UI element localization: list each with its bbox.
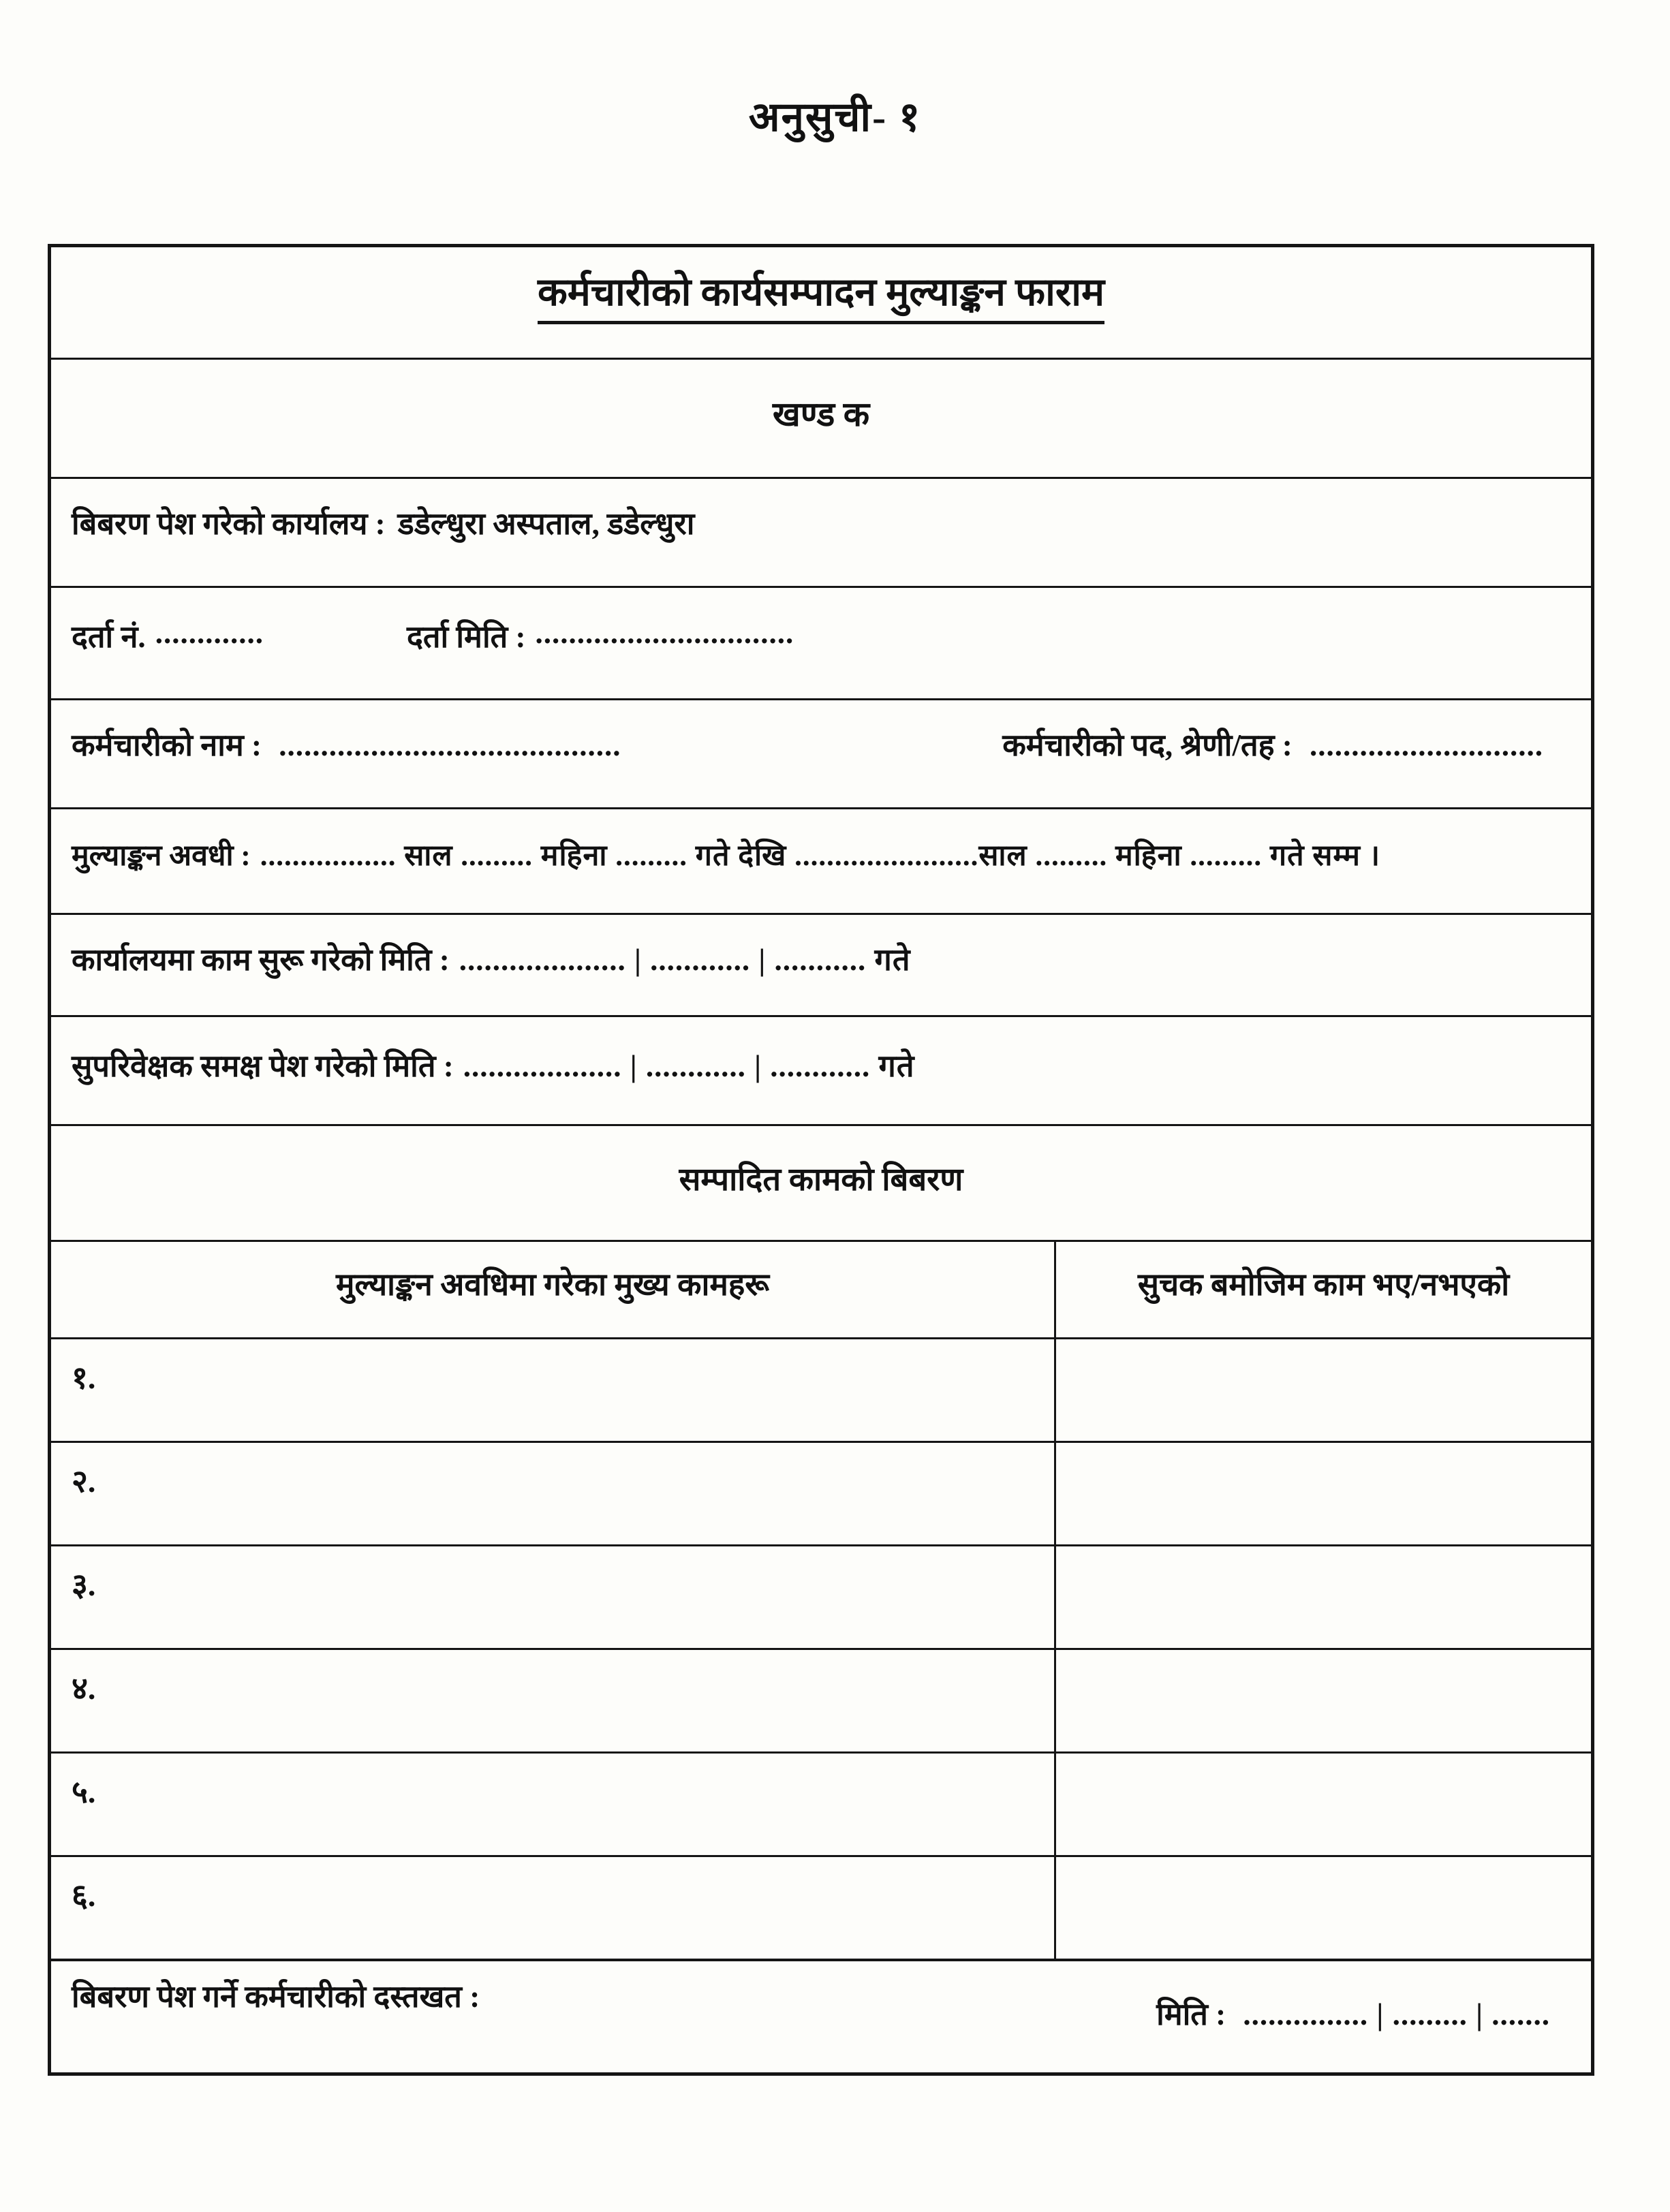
work-item-cell [51,1650,1056,1751]
work-table-main-header: मुल्याङ्कन अवधिमा गरेका मुख्य कामहरू [335,1267,770,1302]
employee-post-label: कर्मचारीको पद, श्रेणी/तह : [1002,728,1293,762]
employee-name-label: कर्मचारीको नाम : [72,728,262,762]
table-row [51,1648,1591,1751]
employee-post-field: ............................ [1310,728,1543,762]
indicator-cell [1056,1443,1591,1544]
employee-post-group [1002,723,1543,765]
row-number: ४. [72,1671,96,1706]
supervisor-submit-date-row [51,1015,1591,1124]
annex-title: अनुसुची- १ [748,95,922,140]
work-start-date-field: .................... | ............ | ........... गते [459,943,911,977]
registration-number-field: ............. [155,616,264,650]
signature-date-field: ............... | ......... | ....... [1243,1997,1550,2031]
work-item-cell [51,1754,1056,1855]
work-item-cell [51,1443,1056,1544]
evaluation-period-field: ................. साल ......... महिना ......... गते देखि .......................साल ......... महिना ......... गते सम्म । [260,840,1381,872]
registration-date-label: दर्ता मिति : [406,620,526,654]
supervisor-submit-date-label: सुपरिवेक्षक समक्ष पेश गरेको मिति : [72,1049,454,1083]
work-start-date-row [51,913,1591,1015]
table-row [51,1855,1591,1959]
work-table-indicator-header-cell [1056,1242,1591,1337]
row-number: २. [72,1464,96,1499]
employee-name-group [72,723,621,765]
supervisor-submit-date-field: ................... | ............ | ............ गते [463,1049,915,1083]
table-row [51,1441,1591,1544]
section-heading-row [51,358,1591,477]
row-number: १. [72,1360,96,1395]
section-heading: खण्ड क [772,395,870,433]
registration-number-label: दर्ता नं. [72,620,146,654]
work-start-date-label: कार्यालयमा काम सुरू गरेको मिति : [72,943,450,977]
office-row [51,477,1591,586]
registration-date-field: ............................... [535,616,794,650]
office-label: बिबरण पेश गरेको कार्यालय : [72,507,386,541]
work-table-indicator-header: सुचक बमोजिम काम भए/नभएको [1137,1267,1510,1302]
registration-row [51,586,1591,698]
row-number: ५. [72,1775,96,1809]
indicator-cell [1056,1339,1591,1441]
evaluation-period-label: मुल्याङ्कन अवधी : [72,840,251,872]
row-number: ६. [72,1878,96,1913]
table-row [51,1751,1591,1855]
evaluation-period-row [51,807,1591,913]
indicator-cell [1056,1754,1591,1855]
office-value: डडेल्धुरा अस्पताल, डडेल्धुरा [397,507,695,541]
signature-row [51,1959,1591,2072]
work-section-heading: सम्पादित कामको बिबरण [679,1162,963,1198]
signature-date-label: मिति : [1156,1997,1226,2031]
table-row [51,1544,1591,1648]
indicator-cell [1056,1650,1591,1751]
work-item-cell [51,1546,1056,1648]
table-row [51,1337,1591,1441]
form-box [48,244,1594,2076]
work-table-header [51,1240,1591,1337]
row-number: ३. [72,1568,96,1602]
indicator-cell [1056,1857,1591,1959]
employee-name-field: ......................................... [279,728,621,762]
work-table-main-header-cell [51,1242,1056,1337]
work-item-cell [51,1339,1056,1441]
signature-label: बिबरण पेश गर्ने कर्मचारीको दस्तखत : [72,1980,480,2014]
indicator-cell [1056,1546,1591,1648]
employee-row [51,698,1591,807]
signature-date-group [1156,1993,1550,2072]
form-title-row [51,247,1591,358]
work-item-cell [51,1857,1056,1959]
work-section-heading-row [51,1124,1591,1240]
form-title: कर्मचारीको कार्यसम्पादन मुल्याङ्कन फाराम [538,264,1104,324]
